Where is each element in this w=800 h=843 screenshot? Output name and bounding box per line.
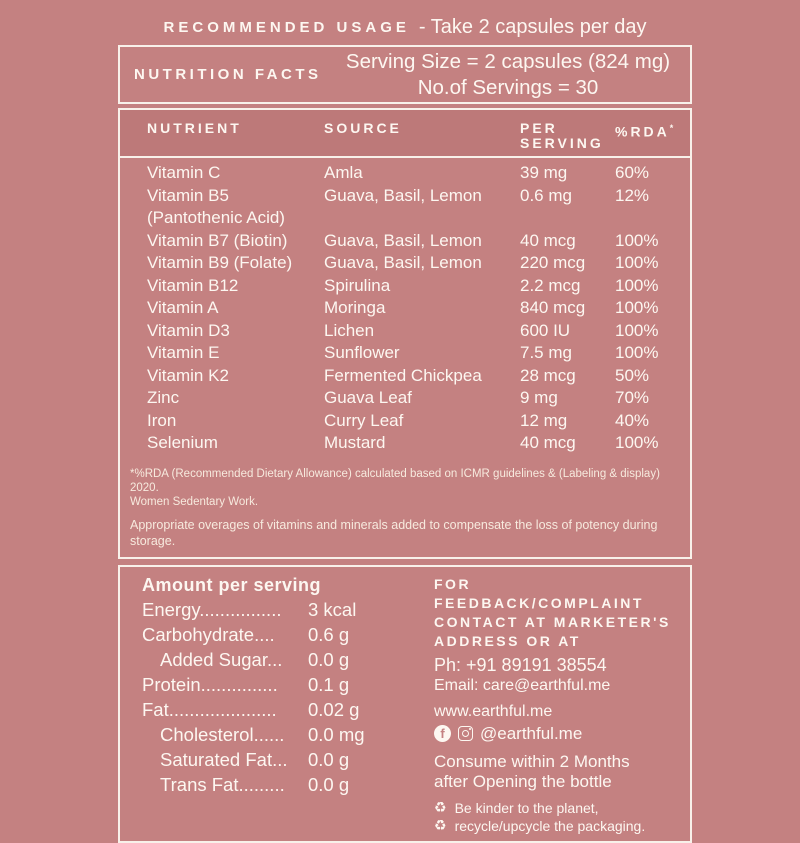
rda-cell: 70% xyxy=(615,388,650,407)
overages-footnote: Appropriate overages of vitamins and minerals added to compensate the loss of potency during storage. xyxy=(130,517,658,548)
feedback-heading-line1: FOR FEEDBACK/COMPLAINT xyxy=(434,575,644,611)
amount-label: Saturated Fat... xyxy=(160,748,288,770)
instagram-dot xyxy=(469,728,471,730)
amount-row xyxy=(142,647,434,672)
table-footnotes xyxy=(120,455,690,557)
per-serving-cell: 0.6 mg xyxy=(520,185,572,205)
nutrient-cell: (Pantothenic Acid) xyxy=(147,208,285,227)
bottom-info-box xyxy=(118,565,692,843)
eco-line xyxy=(434,799,676,817)
per-serving-cell: 9 mg xyxy=(520,388,558,407)
recycle-icon: ♻ xyxy=(434,817,447,834)
nutrient-cell: Zinc xyxy=(147,388,180,407)
rda-cell: 100% xyxy=(615,275,659,295)
amount-value: 0.0 g xyxy=(308,773,350,795)
nutrient-cell: Vitamin B12 xyxy=(147,275,239,295)
source-cell: Lichen xyxy=(324,320,375,340)
per-serving-cell: 40 mcg xyxy=(520,230,576,250)
per-serving-cell: 220 mcg xyxy=(520,253,586,272)
amount-value: 0.0 g xyxy=(308,648,350,670)
rda-footnote-line1: *%RDA (Recommended Dietary Allowance) calculated based on ICMR guidelines & (Labeling & display) 2020. xyxy=(130,467,660,494)
source-cell xyxy=(324,207,520,230)
amount-per-serving-section xyxy=(142,575,434,835)
nutrient-cell: Vitamin A xyxy=(147,298,219,317)
amount-row xyxy=(142,722,434,747)
rda-cell: 100% xyxy=(615,230,659,250)
consume-notice xyxy=(434,752,676,792)
nutrient-cell: Iron xyxy=(147,410,177,430)
amount-label: Trans Fat......... xyxy=(160,773,285,795)
table-row xyxy=(147,297,678,320)
table-body xyxy=(120,158,690,455)
source-cell: Spirulina xyxy=(324,275,391,295)
per-serving-cell: 12 mg xyxy=(520,410,568,430)
nutrition-label xyxy=(118,13,692,843)
nutrient-cell: Selenium xyxy=(147,433,218,452)
table-row xyxy=(147,162,678,185)
nutrient-cell: Vitamin D3 xyxy=(147,320,230,340)
feedback-heading-line2: CONTACT AT MARKETER'S xyxy=(434,613,671,630)
amount-label: Fat..................... xyxy=(142,698,277,720)
header-source: SOURCE xyxy=(324,120,402,136)
source-cell: Amla xyxy=(324,163,363,182)
rda-cell: 100% xyxy=(615,343,659,362)
serving-size-box xyxy=(118,45,692,104)
per-serving-cell: 28 mcg xyxy=(520,365,576,385)
header-rda-label: %RDA xyxy=(615,123,670,140)
consume-line2: after Opening the bottle xyxy=(434,771,612,791)
amount-row xyxy=(142,622,434,647)
amount-row xyxy=(142,672,434,697)
rda-cell xyxy=(615,207,678,230)
table-row xyxy=(147,342,678,365)
amount-value: 0.02 g xyxy=(308,698,360,720)
table-row xyxy=(147,252,678,275)
per-serving-cell: 600 IU xyxy=(520,320,571,340)
amount-label: Energy................ xyxy=(142,598,282,620)
table-row xyxy=(147,320,678,343)
phone-number: Ph: +91 89191 38554 xyxy=(434,654,607,675)
rda-cell: 40% xyxy=(615,410,650,430)
amount-label: Cholesterol...... xyxy=(160,723,285,745)
amount-row xyxy=(142,772,434,797)
rda-cell: 100% xyxy=(615,433,659,452)
table-header-row xyxy=(120,110,690,158)
servings-count-line: No.of Servings = 30 xyxy=(417,75,599,99)
source-cell: Guava Leaf xyxy=(324,388,412,407)
rda-cell: 12% xyxy=(615,185,650,205)
eco-line xyxy=(434,817,676,835)
rda-footnote xyxy=(130,467,676,509)
nutrition-facts-heading: NUTRITION FACTS xyxy=(134,66,322,83)
serving-size-text xyxy=(334,49,682,101)
table-row xyxy=(147,230,678,253)
per-serving-cell: 2.2 mcg xyxy=(520,275,581,295)
nutrient-table xyxy=(118,108,692,559)
amount-value: 0.0 mg xyxy=(308,723,365,745)
instagram-lens xyxy=(462,730,469,737)
source-cell: Moringa xyxy=(324,298,386,317)
rda-cell: 50% xyxy=(615,365,650,385)
source-cell: Mustard xyxy=(324,433,386,452)
nutrient-cell: Vitamin B9 (Folate) xyxy=(147,253,293,272)
feedback-heading-line3: ADDRESS OR AT xyxy=(434,632,581,649)
table-row xyxy=(147,365,678,388)
facebook-icon: f xyxy=(434,725,451,742)
nutrient-cell: Vitamin B5 xyxy=(147,185,229,205)
amount-row xyxy=(142,697,434,722)
serving-size-line: Serving Size = 2 capsules (824 mg) xyxy=(345,49,671,73)
rda-cell: 60% xyxy=(615,163,650,182)
per-serving-cell: 840 mcg xyxy=(520,298,586,317)
consume-line1: Consume within 2 Months xyxy=(434,751,630,771)
per-serving-cell: 39 mg xyxy=(520,163,568,182)
rda-cell: 100% xyxy=(615,253,659,272)
amount-label: Carbohydrate.... xyxy=(142,623,275,645)
eco-text-line1: Be kinder to the planet, xyxy=(454,799,599,816)
header-nutrient: NUTRIENT xyxy=(147,120,242,136)
amount-row xyxy=(142,747,434,772)
header-per-serving: PER SERVING xyxy=(520,120,604,151)
eco-text-line2: recycle/upcycle the packaging. xyxy=(454,817,646,834)
website-url: www.earthful.me xyxy=(434,702,553,720)
recommended-usage-heading: RECOMMENDED USAGE xyxy=(163,18,410,36)
amount-value: 3 kcal xyxy=(308,598,357,620)
table-row xyxy=(147,185,678,208)
rda-footnote-line2: Women Sedentary Work. xyxy=(130,495,259,508)
amount-value: 0.1 g xyxy=(308,673,350,695)
table-row xyxy=(147,275,678,298)
source-cell: Guava, Basil, Lemon xyxy=(324,253,482,272)
social-handle: @earthful.me xyxy=(480,723,583,743)
recommended-usage-line xyxy=(118,13,692,41)
amount-value: 0.6 g xyxy=(308,623,350,645)
table-row xyxy=(147,387,678,410)
nutrient-cell: Vitamin C xyxy=(147,163,221,182)
rda-cell: 100% xyxy=(615,320,659,340)
amount-label: Added Sugar... xyxy=(160,648,283,670)
nutrient-cell: Vitamin E xyxy=(147,343,220,362)
header-rda xyxy=(615,117,678,140)
source-cell: Guava, Basil, Lemon xyxy=(324,230,482,250)
amount-label: Protein............... xyxy=(142,673,278,695)
source-cell: Curry Leaf xyxy=(324,410,404,430)
eco-notice xyxy=(434,799,676,835)
email-address: Email: care@earthful.me xyxy=(434,676,611,694)
amount-value: 0.0 g xyxy=(308,748,350,770)
contact-section xyxy=(434,575,676,835)
per-serving-cell: 7.5 mg xyxy=(520,343,572,362)
nutrient-cell: Vitamin B7 (Biotin) xyxy=(147,230,288,250)
table-row xyxy=(147,410,678,433)
nutrient-cell: Vitamin K2 xyxy=(147,365,229,385)
per-serving-cell: 40 mcg xyxy=(520,433,576,452)
rda-cell: 100% xyxy=(615,298,659,317)
source-cell: Sunflower xyxy=(324,343,400,362)
table-row xyxy=(147,207,678,230)
recommended-usage-text: - Take 2 capsules per day xyxy=(418,15,647,38)
social-row xyxy=(434,724,676,744)
instagram-icon xyxy=(458,726,473,741)
per-serving-cell xyxy=(520,207,615,230)
recycle-icon: ♻ xyxy=(434,799,447,816)
amount-per-serving-title: Amount per serving xyxy=(142,574,322,595)
source-cell: Fermented Chickpea xyxy=(324,365,482,385)
table-row xyxy=(147,432,678,455)
amount-row xyxy=(142,597,434,622)
source-cell: Guava, Basil, Lemon xyxy=(324,185,482,205)
rda-asterisk: * xyxy=(669,123,674,133)
feedback-heading xyxy=(434,575,676,651)
